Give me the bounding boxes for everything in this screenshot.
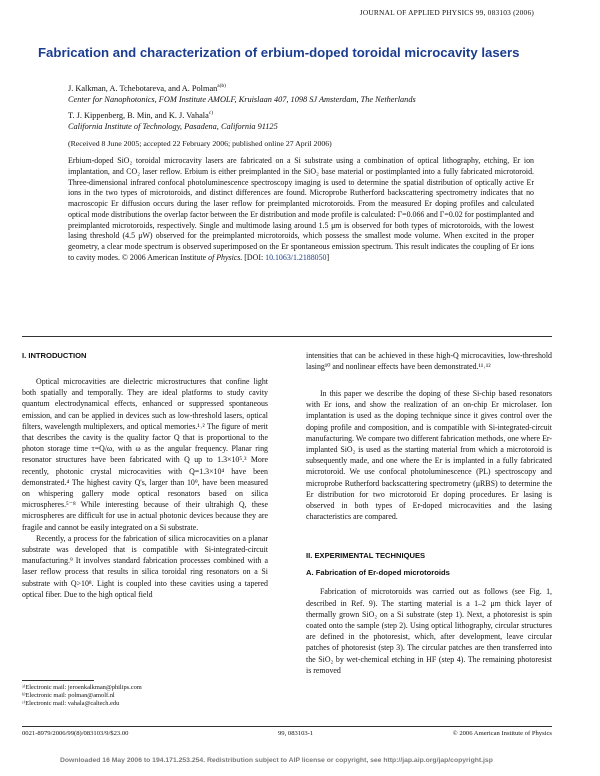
article-title: Fabrication and characterization of erbium-doped toroidal microcavity lasers: [38, 45, 520, 60]
footnote-b: ᵇ⁾Electronic mail: polman@amolf.nl: [22, 692, 115, 699]
authors-line-1: [68, 84, 548, 95]
footnote-c: ᶜ⁾Electronic mail: vahala@caltech.edu: [22, 700, 120, 707]
affiliation-1: Center for Nanophotonics, FOM Institute AMOLF, Kruislaan 407, 1098 SJ Amsterdam, The Netherlands: [68, 94, 416, 104]
column-right-mid: [306, 388, 552, 522]
experimental-heading: II. EXPERIMENTAL TECHNIQUES: [306, 551, 426, 560]
footnotes: [22, 684, 142, 708]
footer-issn: 0021-8979/2006/99(8)/083103/9/$23.00: [22, 730, 129, 737]
intro-heading: I. INTRODUCTION: [22, 351, 87, 360]
column-right-top: [306, 350, 552, 372]
author-mark-b: b): [221, 83, 226, 90]
author-block-1: [68, 84, 548, 105]
authors-line-2: [68, 111, 548, 122]
col2-paragraph-1: intensities that can be achieved in these high-Q microcavities, low-threshold lasing¹⁰ and nonlinear effects have been demonstrated.¹¹˒¹²: [306, 351, 552, 372]
footer-page-number: 99, 083103-1: [278, 730, 314, 737]
footer-copyright: © 2006 American Institute of Physics: [452, 730, 552, 737]
footnote-divider: [22, 680, 94, 681]
footnote-a: ᵃ⁾Electronic mail: jeroenkalkman@philips.com: [22, 684, 142, 691]
abstract: [68, 156, 534, 264]
footer-divider: [22, 726, 552, 727]
experimental-subheading: A. Fabrication of Er-doped microtoroids: [306, 568, 450, 578]
authors-2: T. J. Kippenberg, B. Min, and K. J. Vahala: [68, 111, 209, 120]
affiliation-2: California Institute of Technology, Pasadena, California 91125: [68, 121, 278, 131]
column-right-experimental: [306, 550, 552, 676]
authors-1: J. Kalkman, A. Tchebotareva, and A. Polman: [68, 84, 218, 93]
column-left: [22, 350, 268, 375]
intro-text: [22, 376, 268, 600]
running-head: JOURNAL OF APPLIED PHYSICS 99, 083103 (2006): [359, 8, 534, 17]
received-dates: (Received 8 June 2005; accepted 22 February 2006; published online 27 April 2006): [68, 139, 332, 148]
col2-paragraph-2: In this paper we describe the doping of these Si-chip based resonators with Er ions, and show the realization of an on-chip Er microlaser. Ion implantation is used as the doping technique since it gives control over the doping profile and composition, and is compatible with Si-integrated-circuit manufacturing. We compare two different fabrication methods, one where Er-implanted SiO₂ is used as the starting material from which a microtoroid is subsequently made, and one where the Er is implanted in a fully fabricated microtoroid. We use confocal photoluminescence (PL) spectroscopy and microprobe Rutherford backscattering spectrometry (μRBS) to determine the Er distribution for two microtoroid Er doping procedures. Er lasing is observed in both types of Er-doped microcavities and the lasing characteristics are compared.: [306, 389, 552, 522]
download-notice: Downloaded 16 May 2006 to 194.171.253.254. Redistribution subject to AIP license or copyright, see http://jap.aip.org/jap/copyright.jsp: [60, 757, 493, 764]
author-mark-c: c): [208, 110, 214, 117]
author-mark-a: a): [217, 83, 222, 90]
abstract-journal: of Physics.: [208, 252, 243, 262]
experimental-paragraph-1: Fabrication of microtoroids was carried out as follows (see Fig. 1, described in Ref. 9). The starting material is a 1–2 μm thick layer of thermally grown SiO₂ on a Si substrate (step 1). Next, a photoresist is spin coated onto the sample (step 2). Using optical lithography, circular structures are defined in the photoresist, which, after development, leave circular patches of photoresist (step 3). The circular patches are then transferred into the SiO₂ by wet-chemical etching in HF (step 4). The remaining photoresist is removed: [306, 587, 552, 675]
doi-link[interactable]: 10.1063/1.2188050: [265, 252, 327, 262]
abstract-text: Erbium-doped SiO₂ toroidal microcavity lasers are fabricated on a Si substrate using a combination of optical lithography, etching, Er ion implantation, and CO₂ laser reflow. Erbium is either preimplanted in the SiO₂ base material or postimplanted into a fully fabricated microtoroid. Three-dimensional infrared confocal photoluminescence spectroscopy imaging is used to determine the spatial distribution of optically active Er ions in the two types of microtoroids, and distinct differences are found. Microprobe Rutherford backscattering spectrometry indicates that no macroscopic Er diffusion occurs during the laser reflow for preimplanted microtoroids. From the measured Er doping profiles and calculated optical mode distributions the overlap factor between the Er distribution and mode profile is calculated: Γ=0.066 and Γ=0.02 for postimplanted and preimplanted microtoroids, respectively. Single and multimode lasing around 1.5 μm is observed for both types of microtoroids, with the lowest lasing threshold (4.5 μW) observed for the preimplanted microtoroids, which possess the smallest mode volume. When excited in the proper geometry, a clear mode spectrum is observed superimposed on the Er spontaneous emission spectrum. This result indicates the coupling of Er ions to cavity modes. © 2006 American Institute: [68, 156, 534, 262]
doi-suffix: ]: [326, 252, 330, 262]
doi-prefix: [DOI:: [244, 252, 266, 262]
intro-paragraph-2: Recently, a process for the fabrication of silica microcavities on a planar substrate was developed that is compatible with Si-integrated-circuit manufacturing.⁹ It involves standard fabrication processes combined with a laser reflow process that results in silica toroidal ring resonators on a Si substrate with Q>10⁸. Light is coupled into these cavities using a tapered optical fiber. Due to the high optical field: [22, 533, 268, 599]
author-block-2: [68, 111, 548, 132]
intro-paragraph-1: Optical microcavities are dielectric microstructures that confine light both spatially and temporally. They are ideal platforms to study cavity quantum electrodynamical effects, enhanced or suppressed spontaneous emission, and can be applied in devices such as low-threshold lasers, optical filters, wavelength multiplexers, and optical memories.¹˒² The figure of merit that describes the cavity is the quality factor Q that is proportional to the photon storage time τ=Q/ω, with ω as the angular frequency. Planar ring resonator structures have been fabricated with Q up to 1.3×10⁵.³ More recently, photonic crystal microcavities with Q=1.3×10⁴ have been demonstrated.⁴ The highest cavity Q's, larger than 10⁹, have been measured on whispering gallery mode optical resonators based on silica microspheres.⁵⁻⁸ While interesting because of their ultrahigh Q, these microspheres are difficult for use in actual photonic devices because they are fragile and cannot be easily integrated on a Si substrate.: [22, 377, 268, 532]
abstract-divider: [22, 336, 552, 337]
